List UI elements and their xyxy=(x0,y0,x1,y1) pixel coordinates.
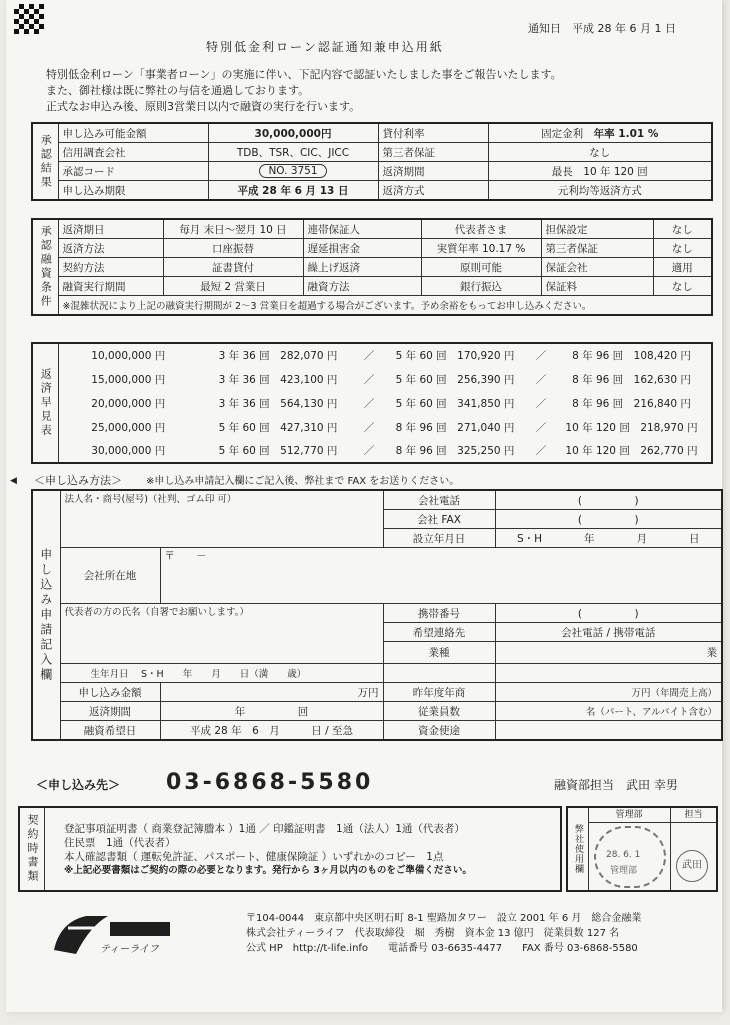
repayment-sep: ／ xyxy=(535,373,547,386)
repayment-amount: 15,000,000 円 xyxy=(91,373,166,386)
document-note: ※上記必要書類はご契約の際の必要となります。発行から 3ヶ月以内のものをご準備ください。 xyxy=(64,865,472,876)
documents-box xyxy=(18,806,562,892)
method-title: ＜申し込み方法＞ xyxy=(34,474,122,487)
repayment-plan-1: 3 年 36 回 282,070 円 xyxy=(218,350,338,362)
address-field[interactable] xyxy=(160,548,722,604)
mobile-field[interactable]: ( ) xyxy=(495,604,722,623)
condition-label: 返済方法 xyxy=(58,239,163,258)
approval-value: 平成 28 年 6 月 13 日 xyxy=(208,181,378,201)
condition-label: 契約方法 xyxy=(58,258,163,277)
condition-value: 口座振替 xyxy=(163,239,303,258)
page-title: 特別低金利ローン認証通知兼申込用紙 xyxy=(206,40,444,54)
repayment-sep: ／ xyxy=(535,421,547,434)
conditions-note: ※混雑状況により上記の融資実行期間が 2～3 営業日を超過する場合がございます。予め余裕をもってお申し込みください。 xyxy=(58,296,712,316)
condition-label: 融資方法 xyxy=(303,277,421,296)
industry-label: 業種 xyxy=(383,642,495,664)
interest-rate-cell xyxy=(488,123,712,143)
company-logo xyxy=(46,910,176,960)
corner-marker xyxy=(14,4,44,34)
address-label: 会社所在地 xyxy=(60,548,160,604)
date-stamp xyxy=(594,826,666,888)
office-use-box xyxy=(566,806,718,892)
manager-header: 管理部 xyxy=(588,808,671,823)
application-form xyxy=(31,489,723,741)
condition-value: 毎月 末日～翌月 10 日 xyxy=(163,219,303,239)
condition-label: 融資実行期間 xyxy=(58,277,163,296)
amount-field[interactable]: 万円 xyxy=(160,683,383,702)
repayment-plan-3: 10 年 120 回 218,970 円 xyxy=(565,421,698,434)
usage-label: 資金使途 xyxy=(383,721,495,741)
personal-seal: 武田 xyxy=(676,850,708,882)
repayment-plan-2: 8 年 96 回 271,040 円 xyxy=(395,421,515,434)
repayment-sep: ／ xyxy=(363,421,375,434)
sales-field[interactable]: 万円（年間売上高） xyxy=(495,683,722,702)
repayment-row xyxy=(32,439,712,463)
intro-line-1: 特別低金利ローン「事業者ローン」の実施に伴い、下記内容で認証いたしました事をご報告いたします。 xyxy=(46,68,562,81)
condition-label: 繰上げ返済 xyxy=(303,258,421,277)
condition-value: 適用 xyxy=(653,258,712,277)
repayment-sep: ／ xyxy=(363,373,375,386)
repayment-amount: 10,000,000 円 xyxy=(91,350,166,362)
period-label: 返済期間 xyxy=(60,702,160,721)
repayment-sep: ／ xyxy=(363,397,375,410)
condition-value: 代表者さま xyxy=(421,219,541,239)
approval-side-label: 承認結果 xyxy=(32,123,58,200)
company-phone-label: 会社電話 xyxy=(383,490,495,510)
conditions-side-label: 承認融資条件 xyxy=(32,219,58,315)
contact-pref-label: 希望連絡先 xyxy=(383,623,495,642)
repayment-plan-2: 5 年 60 回 170,920 円 xyxy=(395,350,515,362)
staff-header: 担当 xyxy=(671,808,716,823)
period-field[interactable]: 年 回 xyxy=(160,702,383,721)
company-fax-field[interactable]: ( ) xyxy=(495,510,722,529)
repayment-plan-2: 8 年 96 回 325,250 円 xyxy=(395,445,515,457)
approval-label: 申し込み期限 xyxy=(58,181,208,201)
founded-field[interactable]: S・H 年 月 日 xyxy=(495,529,722,548)
condition-label: 担保設定 xyxy=(541,219,653,239)
repayment-plan-3: 8 年 96 回 216,840 円 xyxy=(572,397,691,410)
repayment-sep: ／ xyxy=(535,350,547,362)
condition-label: 保証料 xyxy=(541,277,653,296)
date-label: 融資希望日 xyxy=(60,721,160,741)
condition-value: なし xyxy=(653,277,712,296)
approval-label: 承認コード xyxy=(58,162,208,181)
approval-value: TDB、TSR、CIC、JICC xyxy=(208,143,378,162)
approval-label: 返済方式 xyxy=(378,181,488,201)
rate-type: 固定金利 xyxy=(541,127,584,140)
application-side-label: 申し込み申請記入欄 xyxy=(32,490,60,740)
company-fax-label: 会社 FAX xyxy=(383,510,495,529)
sales-label: 昨年度年商 xyxy=(383,683,495,702)
conditions-table xyxy=(31,218,713,316)
founded-label: 設立年月日 xyxy=(383,529,495,548)
condition-value: 証書貸付 xyxy=(163,258,303,277)
company-line: 株式会社ティーライフ 代表取締役 堀 秀樹 資本金 13 億円 従業員数 127 名 xyxy=(246,928,620,939)
date-field[interactable]: 平成 28 年 6 月 日 / 至急 xyxy=(160,721,383,741)
condition-label: 第三者保証 xyxy=(541,239,653,258)
approval-value: なし xyxy=(488,143,712,162)
condition-value: 最短 2 営業日 xyxy=(163,277,303,296)
contact-pref-field[interactable]: 会社電話 / 携帯電話 xyxy=(495,623,722,642)
repayment-plan-3: 10 年 120 回 262,770 円 xyxy=(565,445,698,457)
repayment-plan-3: 8 年 96 回 162,630 円 xyxy=(572,373,691,386)
repayment-row xyxy=(32,391,712,415)
intro-line-3: 正式なお申込み後、原則3営業日以内で融資の実行を行います。 xyxy=(46,100,361,113)
rep-name-field[interactable] xyxy=(60,604,383,664)
approval-table xyxy=(31,122,713,201)
arrow-marker: ◀ xyxy=(10,476,17,486)
approval-label: 貸付利率 xyxy=(378,123,488,143)
employees-field[interactable]: 名（パート、アルバイト含む） xyxy=(495,702,722,721)
amount-label: 申し込み金額 xyxy=(60,683,160,702)
usage-field[interactable] xyxy=(495,721,722,741)
repayment-row xyxy=(32,343,712,367)
repayment-row xyxy=(32,415,712,439)
documents-side-label: 契約時書類 xyxy=(20,808,45,890)
approval-label: 返済期間 xyxy=(378,162,488,181)
approval-value: 最長 10 年 120 回 xyxy=(488,162,712,181)
repayment-sep: ／ xyxy=(363,445,375,457)
repayment-amount: 25,000,000 円 xyxy=(91,421,166,434)
repayment-plan-1: 5 年 60 回 427,310 円 xyxy=(218,421,338,434)
condition-label: 保証会社 xyxy=(541,258,653,277)
condition-value: 実質年率 10.17 % xyxy=(421,239,541,258)
repayment-side-label: 返済早見表 xyxy=(32,343,58,463)
approval-label: 第三者保証 xyxy=(378,143,488,162)
repayment-sep: ／ xyxy=(363,350,375,362)
repayment-plan-1: 5 年 60 回 512,770 円 xyxy=(218,445,338,457)
repayment-plan-3: 8 年 96 回 108,420 円 xyxy=(572,350,691,362)
condition-label: 連帯保証人 xyxy=(303,219,421,239)
repayment-sep: ／ xyxy=(535,397,547,410)
repayment-sep: ／ xyxy=(535,445,547,457)
office-divider xyxy=(670,822,671,890)
company-line: 〒104-0044 東京都中央区明石町 8-1 聖路加タワー 設立 2001 年 6 月 総合金融業 xyxy=(246,913,642,924)
condition-label: 遅延損害金 xyxy=(303,239,421,258)
contact-label: ＜申し込み先＞ xyxy=(36,778,121,792)
mobile-label: 携帯番号 xyxy=(383,604,495,623)
repayment-plan-1: 3 年 36 回 423,100 円 xyxy=(218,373,338,386)
corp-name-label: 法人名・商号(屋号)（社判、ゴム印 可） xyxy=(64,494,237,505)
repayment-row xyxy=(32,367,712,391)
condition-value: なし xyxy=(653,219,712,239)
corp-name-field[interactable] xyxy=(60,490,383,548)
repayment-plan-2: 5 年 60 回 341,850 円 xyxy=(395,397,515,410)
repayment-amount: 20,000,000 円 xyxy=(91,397,166,410)
birth-field[interactable]: 生年月日 S・H 年 月 日（満 歳） xyxy=(60,664,383,683)
notice-date: 通知日 平成 28 年 6 月 1 日 xyxy=(528,22,676,35)
postal-mark: 〒 － xyxy=(164,550,207,562)
employees-label: 従業員数 xyxy=(383,702,495,721)
repayment-table xyxy=(31,342,713,464)
repayment-plan-2: 5 年 60 回 256,390 円 xyxy=(395,373,515,386)
stamp-dept: 管理部 xyxy=(610,866,638,876)
approval-code: NO. 3751 xyxy=(259,164,326,178)
intro-line-2: また、御社様は既に弊社の与信を通過しております。 xyxy=(46,84,310,97)
contact-fax: 03-6868-5580 xyxy=(166,770,374,795)
contact-person: 融資部担当 武田 幸男 xyxy=(554,778,678,792)
company-line: 公式 HP http://t-life.info 電話番号 03-6635-4477 FAX 番号 03-6868-5580 xyxy=(246,943,638,954)
document-line: 本人確認書類（ 運転免許証、パスポート、健康保険証 ）いずれかのコピー 1点 xyxy=(64,851,444,863)
approval-value: 30,000,000円 xyxy=(208,123,378,143)
industry-field[interactable]: 業 xyxy=(495,642,722,664)
approval-code-cell xyxy=(208,162,378,181)
rate-value: 年率 1.01 % xyxy=(593,127,659,140)
method-text: ※申し込み申請記入欄にご記入後、弊社まで FAX をお送りください。 xyxy=(146,476,460,487)
document-page xyxy=(6,0,722,1012)
company-phone-field[interactable]: ( ) xyxy=(495,490,722,510)
approval-label: 申し込み可能金額 xyxy=(58,123,208,143)
logo-text: ティーライフ xyxy=(100,944,159,955)
condition-value: 原則可能 xyxy=(421,258,541,277)
condition-label: 返済期日 xyxy=(58,219,163,239)
approval-label: 信用調査会社 xyxy=(58,143,208,162)
rep-name-label: 代表者の方の氏名（自署でお願いします。） xyxy=(64,607,249,618)
condition-value: 銀行振込 xyxy=(421,277,541,296)
repayment-plan-1: 3 年 36 回 564,130 円 xyxy=(218,397,338,410)
approval-value: 元利均等返済方式 xyxy=(488,181,712,201)
condition-value: なし xyxy=(653,239,712,258)
office-use-side-label: 弊社使用欄 xyxy=(568,808,589,890)
repayment-amount: 30,000,000 円 xyxy=(91,445,166,457)
document-line: 登記事項証明書（ 商業登記簿謄本 ）1通 ／ 印鑑証明書 1通（法人）1通（代表者） xyxy=(64,823,465,835)
document-line: 住民票 1通（代表者） xyxy=(64,837,176,849)
stamp-date: 28. 6. 1 xyxy=(606,850,641,860)
